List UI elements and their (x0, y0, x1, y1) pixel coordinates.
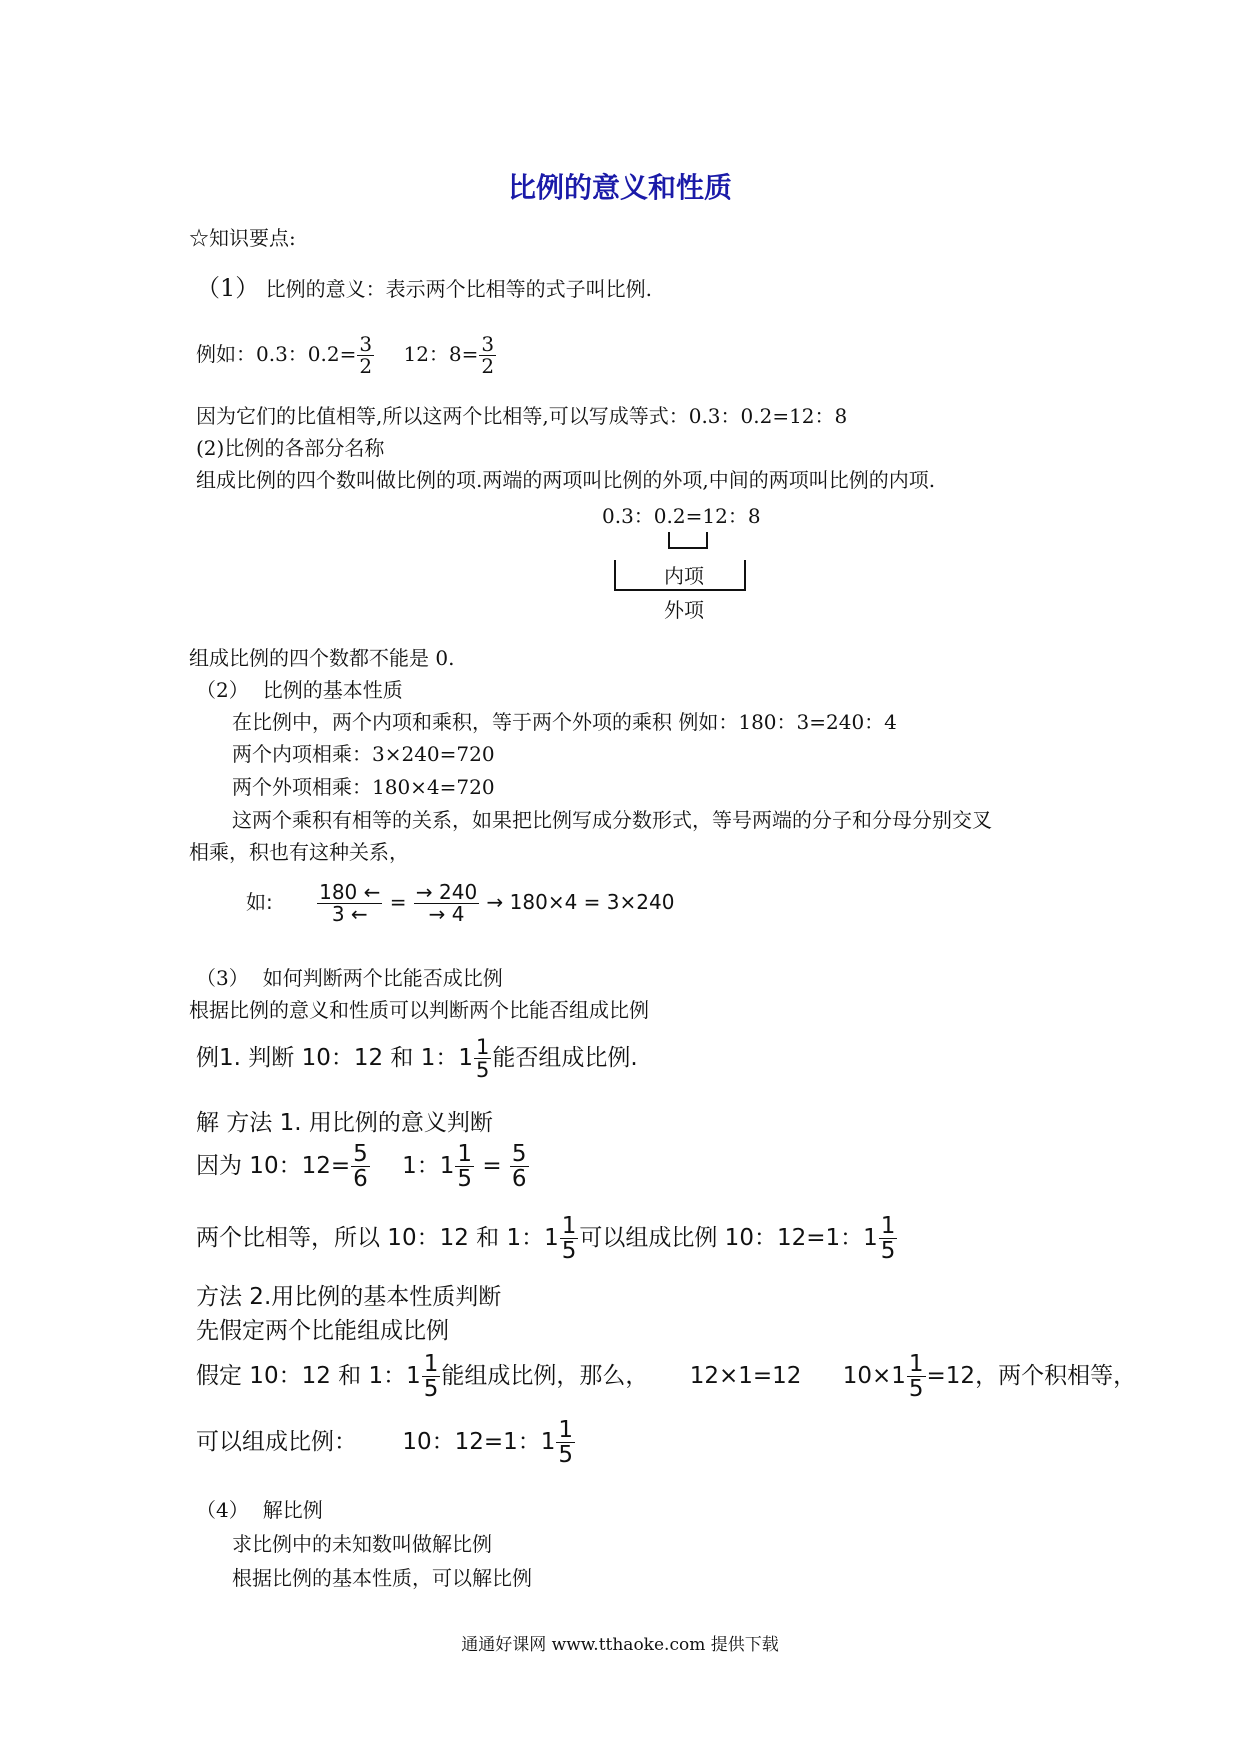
because-a: 因为 10：12= (196, 1153, 351, 1180)
point-5-heading (196, 1494, 323, 1523)
numerator: 1 (558, 1417, 574, 1443)
denominator: 3 ← (331, 902, 368, 926)
inner-bracket-right (706, 532, 708, 548)
page-title: 比例的意义和性质 (507, 171, 732, 204)
numerator: 1 (423, 1351, 439, 1377)
fraction (560, 1214, 579, 1263)
point-4-title: 如何判断两个比能否成比例 (262, 966, 503, 990)
inner-terms-label: 内项 (664, 564, 704, 588)
inner-bracket-left (668, 532, 670, 548)
assume-d: 10×1 (842, 1363, 906, 1390)
point-5-number: （4） (196, 1498, 249, 1522)
property-line-3: 两个外项相乘：180×4=720 (232, 775, 495, 799)
point-5-title: 解比例 (262, 1498, 323, 1522)
numerator: → 240 (415, 880, 478, 904)
point-5-line-2: 根据比例的基本性质，可以解比例 (232, 1566, 532, 1590)
outer-terms-label: 外项 (664, 598, 704, 622)
because-b: 1：1 (402, 1153, 455, 1180)
assume-a: 假定 10：12 和 1：1 (196, 1363, 421, 1390)
numerator: 3 (481, 332, 495, 356)
numerator: 1 (908, 1351, 924, 1377)
because-line: 因为它们的比值相等,所以这两个比相等,可以写成等式：0.3：0.2=12：8 (196, 404, 848, 428)
point-1-number: （1） (196, 274, 260, 302)
solution-method-1: 解 方法 1. 用比例的意义判断 (196, 1110, 493, 1136)
denominator: 5 (558, 1442, 574, 1469)
point-4-text: 根据比例的意义和性质可以判断两个比能否组成比例 (189, 998, 649, 1022)
property-line-4: 这两个乘积有相等的关系，如果把比例写成分数形式，等号两端的分子和分母分别交叉 (232, 808, 992, 832)
denominator: 2 (359, 354, 373, 378)
fraction (422, 1352, 441, 1401)
method-2: 方法 2.用比例的基本性质判断 (196, 1284, 502, 1310)
point-2-title: (2)比例的各部分名称 (196, 436, 385, 460)
assume-c: 12×1=12 (689, 1363, 802, 1390)
assume-first: 先假定两个比能组成比例 (196, 1318, 449, 1344)
denominator: 2 (481, 354, 495, 378)
cross-label: 如: (246, 890, 273, 914)
example-prefix: 例如：0.3：0.2= (196, 342, 357, 366)
denominator: 5 (561, 1238, 577, 1265)
example-1-tail: 能否组成比例. (492, 1045, 638, 1072)
can-form-line (196, 1418, 576, 1467)
example-mid: 12：8= (403, 342, 479, 366)
fraction (351, 1142, 370, 1191)
assume-line (196, 1352, 1136, 1401)
point-5-line-1: 求比例中的未知数叫做解比例 (232, 1532, 492, 1556)
assume-b: 能组成比例，那么， (441, 1363, 649, 1390)
fraction (907, 1352, 926, 1401)
example-1-head: 例1. 判断 10：12 和 1：1 (196, 1045, 473, 1072)
denominator: 5 (908, 1376, 924, 1403)
because-line-2 (196, 1142, 530, 1191)
denominator: 5 (880, 1238, 896, 1265)
outer-bracket-left (614, 560, 616, 590)
property-line-2: 两个内项相乘：3×240=720 (232, 742, 495, 766)
cross-tail: → 180×4 = 3×240 (486, 890, 675, 914)
point-3-title: 比例的基本性质 (262, 678, 403, 702)
inner-bracket-bottom (668, 547, 708, 549)
numerator: 180 ← (319, 880, 381, 904)
numerator: 1 (561, 1213, 577, 1239)
numerator: 1 (476, 1035, 490, 1059)
equal-b: 可以组成比例 10：12=1：1 (579, 1225, 878, 1252)
denominator: 5 (423, 1376, 439, 1403)
point-1 (196, 268, 652, 303)
equal-a: 两个比相等，所以 10：12 和 1：1 (196, 1225, 559, 1252)
fraction (556, 1418, 575, 1467)
point-4-number: （3） (196, 966, 249, 990)
two-ratios-equal-line (196, 1214, 898, 1263)
because-c: = (482, 1153, 502, 1180)
point-2-text: 组成比例的四个数叫做比例的项.两端的两项叫比例的外项,中间的两项叫比例的内项. (196, 468, 936, 492)
fraction (474, 1036, 491, 1081)
outer-bracket-right (744, 560, 746, 590)
numerator: 1 (880, 1213, 896, 1239)
denominator: 5 (476, 1058, 490, 1083)
numerator: 1 (457, 1141, 472, 1167)
numerator: 5 (511, 1141, 527, 1167)
fraction (479, 334, 496, 377)
example-1-line (196, 1036, 638, 1081)
cross-multiply-example (246, 882, 674, 925)
can-a: 可以组成比例： (196, 1429, 357, 1456)
fraction (357, 334, 374, 377)
denominator: 5 (457, 1166, 472, 1193)
numerator: 5 (353, 1141, 368, 1167)
fraction (455, 1142, 474, 1191)
denominator: 6 (511, 1166, 527, 1193)
point-3-number: （2） (196, 678, 249, 702)
denominator: → 4 (428, 902, 465, 926)
example-line (196, 334, 497, 377)
fraction (317, 882, 382, 925)
property-line-5: 相乘，积也有这种关系， (189, 840, 409, 864)
footer: 通通好课网 www.tthaoke.com 提供下载 (461, 1635, 779, 1655)
point-1-text: 比例的意义：表示两个比相等的式子叫比例. (265, 277, 652, 301)
fraction (879, 1214, 898, 1263)
property-line-1: 在比例中，两个内项和乘积，等于两个外项的乘积 例如：180：3=240：4 (232, 710, 897, 734)
nonzero-line: 组成比例的四个数都不能是 0. (189, 646, 455, 670)
denominator: 6 (353, 1166, 368, 1193)
can-b: 10：12=1：1 (402, 1429, 556, 1456)
diagram-expression: 0.3：0.2=12：8 (602, 504, 761, 528)
point-3-heading (196, 674, 403, 703)
point-4-heading (196, 962, 503, 991)
fraction (414, 882, 479, 925)
outer-bracket-bottom (614, 589, 746, 591)
section-header: ☆知识要点: (189, 226, 296, 250)
assume-e: =12，两个积相等， (926, 1363, 1137, 1390)
numerator: 3 (359, 332, 373, 356)
fraction (510, 1142, 529, 1191)
equals-sign: = (389, 890, 407, 914)
